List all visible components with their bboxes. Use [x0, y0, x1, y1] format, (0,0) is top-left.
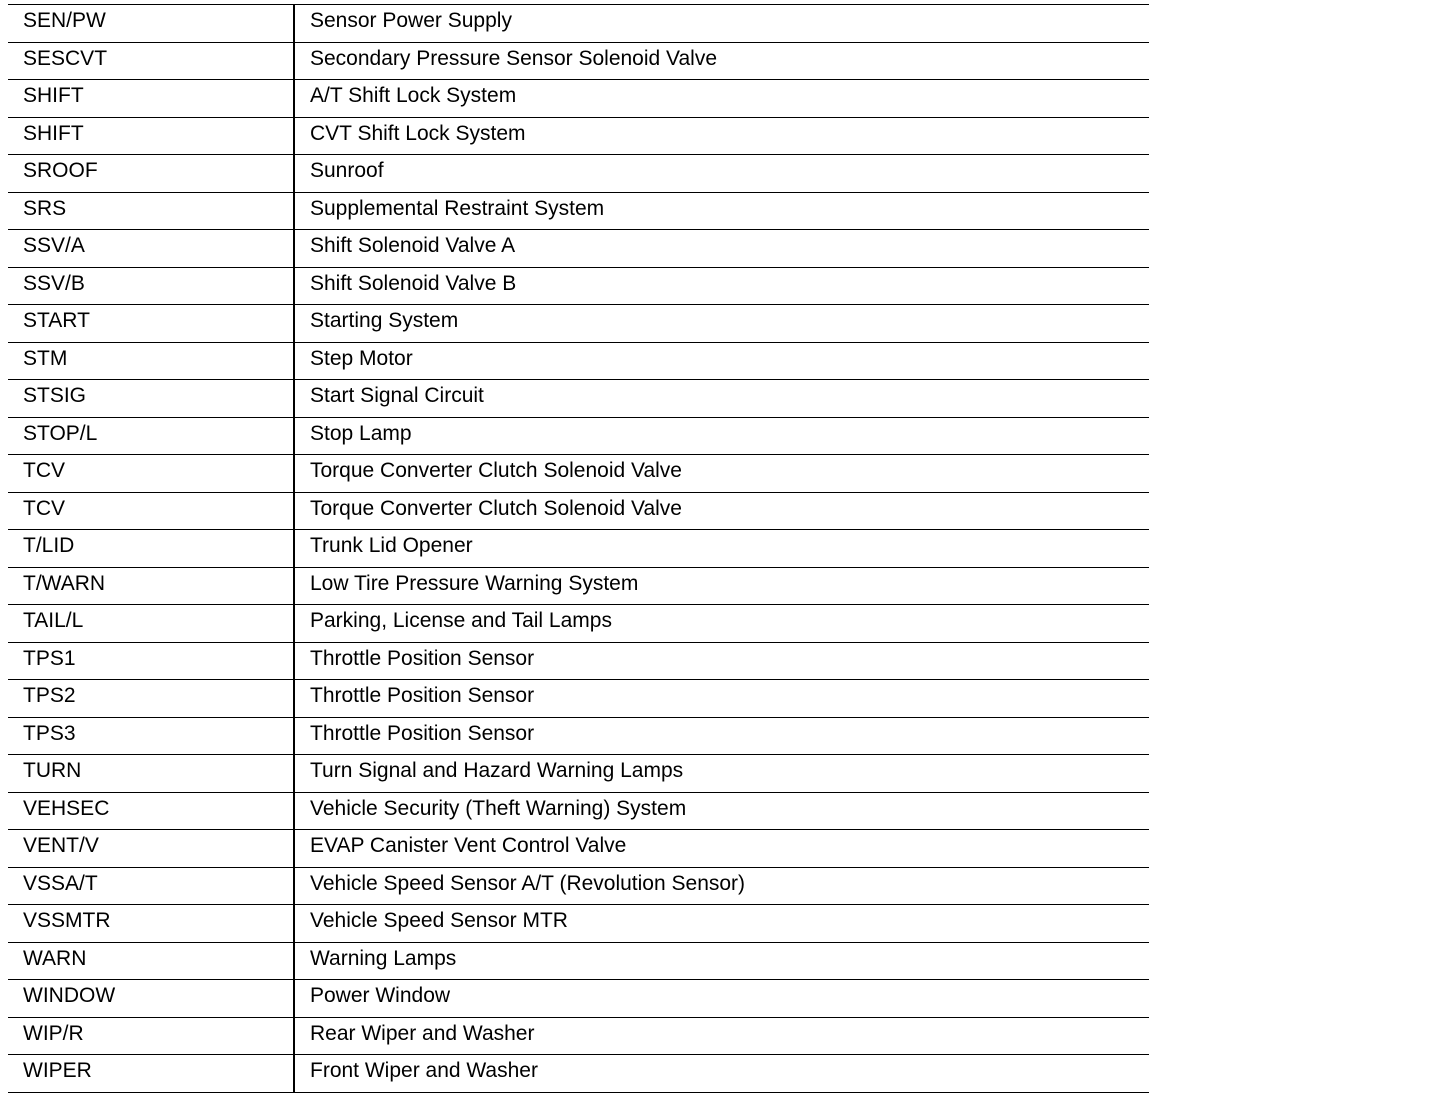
- row-code: SEN/PW: [8, 5, 294, 43]
- row-description: Sensor Power Supply: [294, 5, 1149, 43]
- abbreviation-table-body: [8, 5, 1149, 1093]
- table-row: [8, 942, 1149, 980]
- row-code: VENT/V: [8, 830, 294, 868]
- table-row: [8, 755, 1149, 793]
- table-row: [8, 680, 1149, 718]
- row-description: Sunroof: [294, 155, 1149, 193]
- row-description: Low Tire Pressure Warning System: [294, 567, 1149, 605]
- table-row: [8, 192, 1149, 230]
- row-description: Start Signal Circuit: [294, 380, 1149, 418]
- table-row: [8, 1017, 1149, 1055]
- row-description: Step Motor: [294, 342, 1149, 380]
- table-row: [8, 530, 1149, 568]
- table-row: [8, 155, 1149, 193]
- row-description: Throttle Position Sensor: [294, 717, 1149, 755]
- table-row: [8, 492, 1149, 530]
- table-row: [8, 905, 1149, 943]
- row-description: Shift Solenoid Valve B: [294, 267, 1149, 305]
- row-description: Parking, License and Tail Lamps: [294, 605, 1149, 643]
- table-row: [8, 830, 1149, 868]
- row-description: Shift Solenoid Valve A: [294, 230, 1149, 268]
- row-description: Secondary Pressure Sensor Solenoid Valve: [294, 42, 1149, 80]
- row-code: WIP/R: [8, 1017, 294, 1055]
- row-description: Torque Converter Clutch Solenoid Valve: [294, 492, 1149, 530]
- row-description: Starting System: [294, 305, 1149, 343]
- table-row: [8, 605, 1149, 643]
- row-description: Front Wiper and Washer: [294, 1055, 1149, 1093]
- row-code: STOP/L: [8, 417, 294, 455]
- row-description: Supplemental Restraint System: [294, 192, 1149, 230]
- row-code: TPS3: [8, 717, 294, 755]
- table-row: [8, 305, 1149, 343]
- row-description: Throttle Position Sensor: [294, 680, 1149, 718]
- row-code: WIPER: [8, 1055, 294, 1093]
- row-code: SHIFT: [8, 117, 294, 155]
- table-row: [8, 455, 1149, 493]
- table-row: [8, 417, 1149, 455]
- row-description: Power Window: [294, 980, 1149, 1018]
- table-row: [8, 42, 1149, 80]
- row-description: Turn Signal and Hazard Warning Lamps: [294, 755, 1149, 793]
- row-code: WINDOW: [8, 980, 294, 1018]
- table-row: [8, 1055, 1149, 1093]
- table-row: [8, 717, 1149, 755]
- row-code: START: [8, 305, 294, 343]
- table-row: [8, 230, 1149, 268]
- table-row: [8, 792, 1149, 830]
- row-code: SESCVT: [8, 42, 294, 80]
- row-code: VSSMTR: [8, 905, 294, 943]
- row-description: Torque Converter Clutch Solenoid Valve: [294, 455, 1149, 493]
- row-code: STM: [8, 342, 294, 380]
- abbreviation-table: [8, 4, 1149, 1093]
- table-row: [8, 567, 1149, 605]
- row-description: A/T Shift Lock System: [294, 80, 1149, 118]
- row-code: VSSA/T: [8, 867, 294, 905]
- row-description: Rear Wiper and Washer: [294, 1017, 1149, 1055]
- row-code: SROOF: [8, 155, 294, 193]
- row-code: SRS: [8, 192, 294, 230]
- table-row: [8, 642, 1149, 680]
- table-row: [8, 380, 1149, 418]
- row-description: Warning Lamps: [294, 942, 1149, 980]
- row-description: Stop Lamp: [294, 417, 1149, 455]
- row-description: Vehicle Security (Theft Warning) System: [294, 792, 1149, 830]
- row-description: Trunk Lid Opener: [294, 530, 1149, 568]
- table-row: [8, 5, 1149, 43]
- table-row: [8, 267, 1149, 305]
- row-description: EVAP Canister Vent Control Valve: [294, 830, 1149, 868]
- row-code: VEHSEC: [8, 792, 294, 830]
- row-code: SSV/A: [8, 230, 294, 268]
- table-row: [8, 867, 1149, 905]
- row-code: TPS2: [8, 680, 294, 718]
- row-code: STSIG: [8, 380, 294, 418]
- row-description: CVT Shift Lock System: [294, 117, 1149, 155]
- table-row: [8, 80, 1149, 118]
- table-row: [8, 980, 1149, 1018]
- row-code: TPS1: [8, 642, 294, 680]
- table-row: [8, 342, 1149, 380]
- row-code: TAIL/L: [8, 605, 294, 643]
- row-description: Vehicle Speed Sensor A/T (Revolution Sensor): [294, 867, 1149, 905]
- row-code: TURN: [8, 755, 294, 793]
- row-description: Vehicle Speed Sensor MTR: [294, 905, 1149, 943]
- row-code: WARN: [8, 942, 294, 980]
- row-code: TCV: [8, 492, 294, 530]
- row-code: TCV: [8, 455, 294, 493]
- row-code: SSV/B: [8, 267, 294, 305]
- row-code: T/LID: [8, 530, 294, 568]
- table-row: [8, 117, 1149, 155]
- row-code: SHIFT: [8, 80, 294, 118]
- row-code: T/WARN: [8, 567, 294, 605]
- row-description: Throttle Position Sensor: [294, 642, 1149, 680]
